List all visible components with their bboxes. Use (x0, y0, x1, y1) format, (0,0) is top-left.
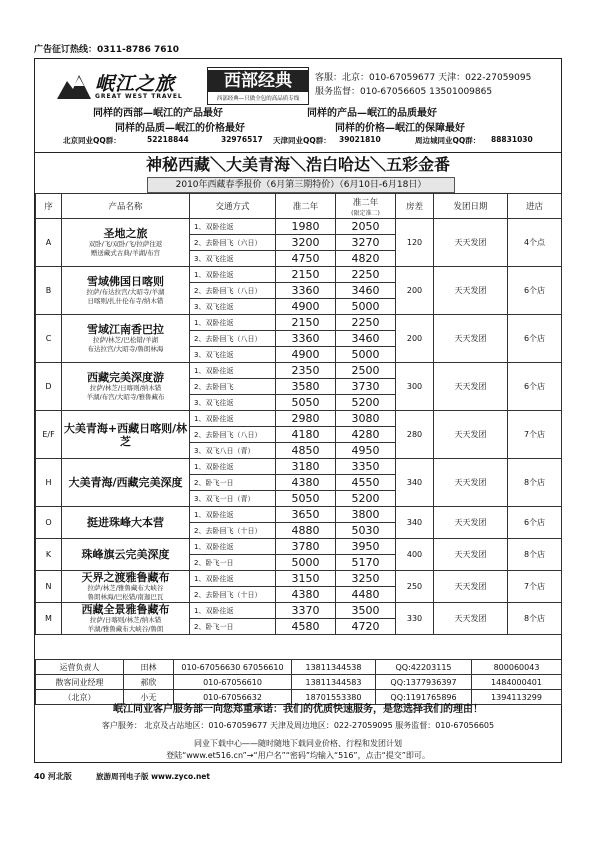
cell-price1: 4880 (276, 523, 336, 539)
slogan-4: 同样的价格—岷江的保障最好 (335, 123, 465, 134)
cell-price2: 3460 (336, 283, 396, 299)
cell-price1: 3780 (276, 539, 336, 555)
cell-price1: 3180 (276, 459, 336, 475)
cell-transport: 1、双卧往返 (190, 603, 276, 619)
header-price1: 准二年 (276, 194, 336, 219)
cell-room: 400 (396, 539, 434, 571)
contact-cell: 1394113299 (472, 690, 562, 705)
qq-around-label: 周边城同业QQ群： (415, 136, 481, 145)
cell-price1: 2150 (276, 267, 336, 283)
header-price2-sub: (限定准二) (351, 209, 380, 217)
qq-tianjin-label: 天津同业QQ群： (273, 136, 331, 145)
cell-transport: 2、去卧回飞（十日） (190, 587, 276, 603)
cell-price1: 5050 (276, 491, 336, 507)
contact-row (36, 660, 562, 675)
product-desc: 鲁朗林海/巴松错/南迦巴瓦 (87, 593, 164, 601)
cell-price1: 5050 (276, 395, 336, 411)
cell-seq: K (36, 539, 62, 571)
cell-price1: 4180 (276, 427, 336, 443)
qq-beijing-label: 北京同业QQ群： (63, 136, 121, 145)
product-name: 珠峰旗云完美深度 (81, 548, 170, 561)
cell-product (62, 363, 190, 411)
table-row (36, 267, 562, 283)
ad-hotline: 广告征订热线：0311-8786 7610 (34, 45, 180, 55)
cell-price2: 5000 (336, 347, 396, 363)
contact-cell: 田林 (124, 660, 174, 675)
contact-line-1: 客服：北京：010-67059677 天津：022-27059095 (315, 73, 532, 83)
contact-cell: 13811344583 (292, 675, 376, 690)
header-stay: 进店 (508, 194, 562, 219)
contact-cell: QQ:1191765896 (376, 690, 472, 705)
cell-price2: 3270 (336, 235, 396, 251)
cell-price1: 4850 (276, 443, 336, 459)
cell-price1: 2350 (276, 363, 336, 379)
service-line: 客户服务： 北京及占站地区：010-67059677 天津及周边地区：022-27059095 服务监督：010-67056605 (101, 721, 495, 730)
cell-price2: 3950 (336, 539, 396, 555)
cell-date: 天天发团 (434, 411, 508, 459)
cell-price1: 4380 (276, 587, 336, 603)
table-header (36, 194, 562, 219)
cell-seq: E/F (36, 411, 62, 459)
cell-transport: 2、去卧回飞（八日） (190, 427, 276, 443)
cell-transport: 1、双卧往返 (190, 315, 276, 331)
cell-price2: 4480 (336, 587, 396, 603)
table-row (36, 507, 562, 523)
cell-transport: 3、双飞往返 (190, 299, 276, 315)
header-price2-label: 准二年 (352, 197, 379, 208)
cell-seq: H (36, 459, 62, 507)
cell-price1: 4900 (276, 347, 336, 363)
product-desc: 拉萨/日喀则/林芝/纳木错 (89, 616, 162, 624)
cell-price1: 1980 (276, 219, 336, 235)
product-desc: 赠送藏式古典/羊湖/布宫 (90, 249, 161, 257)
cell-transport: 1、双卧往返 (190, 219, 276, 235)
cell-product (62, 219, 190, 267)
cell-price2: 2250 (336, 267, 396, 283)
cell-price2: 5000 (336, 299, 396, 315)
cell-seq: B (36, 267, 62, 315)
slogan-2: 同样的产品—岷江的品质最好 (307, 108, 437, 119)
cell-seq: D (36, 363, 62, 411)
cell-price2: 5170 (336, 555, 396, 571)
cell-price2: 3800 (336, 507, 396, 523)
product-desc: 双卧/飞/双卧/飞/拉萨往返 (88, 240, 163, 248)
cell-product (62, 267, 190, 315)
product-desc: 羊湖/布宫/大昭寺/雅鲁藏布 (86, 393, 165, 401)
cell-transport: 3、双飞往返 (190, 347, 276, 363)
cell-room: 250 (396, 571, 434, 603)
cell-price2: 3250 (336, 571, 396, 587)
cell-date: 天天发团 (434, 539, 508, 571)
product-name: 西藏完美深度游 (87, 371, 164, 384)
cell-price2: 5200 (336, 491, 396, 507)
price-period: 2010年西藏春季报价（6月第三期特价）（6月10日-6月18日） (147, 177, 455, 193)
cell-price2: 5030 (336, 523, 396, 539)
table-row (36, 315, 562, 331)
cell-date: 天天发团 (434, 571, 508, 603)
cell-transport: 2、去卧回飞 (190, 379, 276, 395)
cell-stay: 6个店 (508, 507, 562, 539)
header-price2 (336, 194, 396, 219)
cell-stay: 8个店 (508, 459, 562, 507)
contact-cell: QQ:42203115 (376, 660, 472, 675)
logo-en: GREAT WEST TRAVEL (95, 93, 183, 100)
cell-price2: 3730 (336, 379, 396, 395)
table-row (36, 411, 562, 427)
cell-price1: 3580 (276, 379, 336, 395)
qq-tianjin: 39021810 (339, 135, 381, 144)
top-contacts (315, 71, 531, 99)
cell-product (62, 539, 190, 571)
table-row (36, 363, 562, 379)
contact-row (36, 675, 562, 690)
page-number: 40 河北版 (34, 772, 72, 781)
cell-product (62, 459, 190, 507)
cell-transport: 1、双卧往返 (190, 459, 276, 475)
cell-stay: 7个店 (508, 411, 562, 459)
header (35, 59, 561, 151)
cell-transport: 2、去卧回飞（十日） (190, 523, 276, 539)
cell-transport: 3、双飞一日（青） (190, 491, 276, 507)
cell-seq: M (36, 603, 62, 635)
contact-cell: 小无 (124, 690, 174, 705)
logo-name: 岷江之旅 (95, 73, 176, 95)
cell-product (62, 411, 190, 459)
cell-price2: 4820 (336, 251, 396, 267)
cell-price2: 2050 (336, 219, 396, 235)
contact-cell: 010-67056630 67056610 (174, 660, 292, 675)
cell-seq: O (36, 507, 62, 539)
product-desc: 日喀则/扎什伦布寺/纳木错 (87, 297, 164, 305)
contact-cell: 散客同业经理 (36, 675, 124, 690)
product-name: 圣地之旅 (103, 227, 148, 240)
product-desc: 拉萨/林芝/雅鲁藏布大峡谷 (87, 584, 164, 592)
table-row (36, 603, 562, 619)
contact-table-box (35, 659, 561, 705)
cell-price1: 4580 (276, 619, 336, 635)
cell-room: 120 (396, 219, 434, 267)
cell-price1: 3360 (276, 283, 336, 299)
cell-price1: 2980 (276, 411, 336, 427)
contact-table (35, 659, 562, 705)
cell-date: 天天发团 (434, 507, 508, 539)
cell-price2: 4550 (336, 475, 396, 491)
cell-price2: 3500 (336, 603, 396, 619)
cell-date: 天天发团 (434, 315, 508, 363)
cell-price1: 3360 (276, 331, 336, 347)
cell-date: 天天发团 (434, 363, 508, 411)
brand-name: 西部经典 (208, 70, 308, 92)
slogan-1: 同样的西部—岷江的产品最好 (93, 108, 223, 119)
product-desc: 拉萨/林芝/巴松错/羊湖 (92, 336, 159, 344)
contact-cell: 010-67056610 (174, 675, 292, 690)
cell-price2: 3350 (336, 459, 396, 475)
cell-price1: 3650 (276, 507, 336, 523)
slogan-3: 同样的品质—岷江的价格最好 (115, 123, 245, 134)
contact-cell: 1484000401 (472, 675, 562, 690)
cell-transport: 2、去卧回飞（六日） (190, 235, 276, 251)
cell-transport: 1、双卧往返 (190, 363, 276, 379)
header-room: 房差 (396, 194, 434, 219)
price-table (35, 193, 562, 635)
brand-sub: 西部经典—只做全包的高品质专线 (216, 96, 300, 102)
cell-product (62, 315, 190, 363)
cell-room: 280 (396, 411, 434, 459)
cell-price2: 3080 (336, 411, 396, 427)
cell-transport: 2、卧飞一日 (190, 619, 276, 635)
cell-seq: N (36, 571, 62, 603)
cell-transport: 3、双飞八日（青） (190, 443, 276, 459)
cell-room: 200 (396, 315, 434, 363)
product-name: 雪域佛国日喀则 (87, 275, 164, 288)
cell-stay: 7个店 (508, 571, 562, 603)
cell-transport: 2、卧飞一日 (190, 475, 276, 491)
contact-cell: （北京） (36, 690, 124, 705)
contact-cell: 800060043 (472, 660, 562, 675)
contact-cell: QQ:1377936397 (376, 675, 472, 690)
cell-price2: 5200 (336, 395, 396, 411)
cell-price2: 2500 (336, 363, 396, 379)
cell-stay: 6个店 (508, 267, 562, 315)
header-seq: 序 (36, 194, 62, 219)
header-product: 产品名称 (62, 194, 190, 219)
product-desc: 羊湖/雅鲁藏布大峡谷/鲁朗 (87, 625, 164, 633)
qq-beijing-2: 32976517 (221, 135, 263, 144)
contact-cell: 郝欣 (124, 675, 174, 690)
cell-transport: 2、去卧回飞（八日） (190, 283, 276, 299)
cell-transport: 1、双卧往返 (190, 571, 276, 587)
cell-price1: 4380 (276, 475, 336, 491)
contact-cell: 13811344538 (292, 660, 376, 675)
header-transport: 交通方式 (190, 194, 276, 219)
contact-line-2: 服务监督：010-67056605 13501009865 (315, 87, 493, 97)
product-name: 西藏全景雅鲁藏布 (81, 603, 170, 616)
cell-price2: 4950 (336, 443, 396, 459)
cell-transport: 1、双卧往返 (190, 411, 276, 427)
qq-beijing-1: 52218844 (147, 135, 189, 144)
cell-price2: 3460 (336, 331, 396, 347)
cell-stay: 4个点 (508, 219, 562, 267)
qq-around: 88831030 (491, 135, 533, 144)
cell-room: 340 (396, 507, 434, 539)
cell-room: 200 (396, 267, 434, 315)
table-row (36, 571, 562, 587)
cell-stay: 6个店 (508, 363, 562, 411)
product-desc: 拉萨/林芝/日喀则/纳木错 (89, 384, 162, 392)
cell-price2: 4720 (336, 619, 396, 635)
cell-price1: 4900 (276, 299, 336, 315)
cell-stay: 6个店 (508, 315, 562, 363)
cell-room: 300 (396, 363, 434, 411)
cell-product (62, 603, 190, 635)
footer-site: 旅游周刊电子版 www.zyco.net (96, 772, 210, 781)
cell-transport: 1、双卧往返 (190, 539, 276, 555)
cell-seq: A (36, 219, 62, 267)
contact-cell: 010-67056632 (174, 690, 292, 705)
cell-price1: 3150 (276, 571, 336, 587)
header-date: 发团日期 (434, 194, 508, 219)
cell-transport: 1、双卧往返 (190, 267, 276, 283)
download-center: 同业下载中心——随时随地下载同业价格、行程和发团计划 (194, 739, 402, 748)
page-title: 神秘西藏＼大美青海＼浩白哈达＼五彩金番 (35, 152, 561, 177)
contact-cell: 18701553380 (292, 690, 376, 705)
table-row (36, 219, 562, 235)
cell-date: 天天发团 (434, 219, 508, 267)
logo (57, 69, 187, 105)
cell-transport: 2、卧飞一日 (190, 555, 276, 571)
product-desc: 拉萨/布达拉宫/大昭寺/羊湖 (86, 288, 165, 296)
product-name: 天界之渡雅鲁藏布 (81, 571, 170, 584)
cell-transport: 3、双飞往返 (190, 251, 276, 267)
product-name: 大美青海+西藏日喀则/林芝 (63, 421, 188, 448)
cell-price1: 4750 (276, 251, 336, 267)
cell-date: 天天发团 (434, 267, 508, 315)
cell-product (62, 507, 190, 539)
cell-date: 天天发团 (434, 459, 508, 507)
cell-stay: 8个店 (508, 603, 562, 635)
cell-price1: 5000 (276, 555, 336, 571)
download-instructions: 登陆“www.et516.cn”→“用户名”“密码”均输入“516”，点击“提交”即可。 (166, 751, 430, 760)
contact-cell: 运营负责人 (36, 660, 124, 675)
cell-seq: C (36, 315, 62, 363)
cell-transport: 1、双卧往返 (190, 507, 276, 523)
cell-room: 340 (396, 459, 434, 507)
cell-transport: 2、去卧回飞（八日） (190, 331, 276, 347)
cell-price2: 4280 (336, 427, 396, 443)
product-name: 挺进珠峰大本营 (87, 516, 164, 529)
cell-product (62, 571, 190, 603)
product-desc: 布达拉宫/大昭寺/鲁朗林海 (87, 345, 164, 353)
cell-transport: 3、双飞往返 (190, 395, 276, 411)
mountain-logo-icon (57, 71, 91, 101)
cell-price1: 3370 (276, 603, 336, 619)
cell-price1: 3200 (276, 235, 336, 251)
brand-box (207, 67, 309, 105)
table-row (36, 539, 562, 555)
cell-date: 天天发团 (434, 603, 508, 635)
page-frame (34, 58, 562, 763)
product-name: 雪域江南香巴拉 (87, 323, 164, 336)
service-promise: 岷江同业客户服务部一向您郑重承诺：我们的优质快速服务，是您选择我们的理由！ (113, 704, 483, 715)
cell-price2: 2250 (336, 315, 396, 331)
cell-room: 330 (396, 603, 434, 635)
cell-stay: 8个店 (508, 539, 562, 571)
table-row (36, 459, 562, 475)
product-name: 大美青海/西藏完美深度 (68, 476, 183, 489)
cell-price1: 2150 (276, 315, 336, 331)
